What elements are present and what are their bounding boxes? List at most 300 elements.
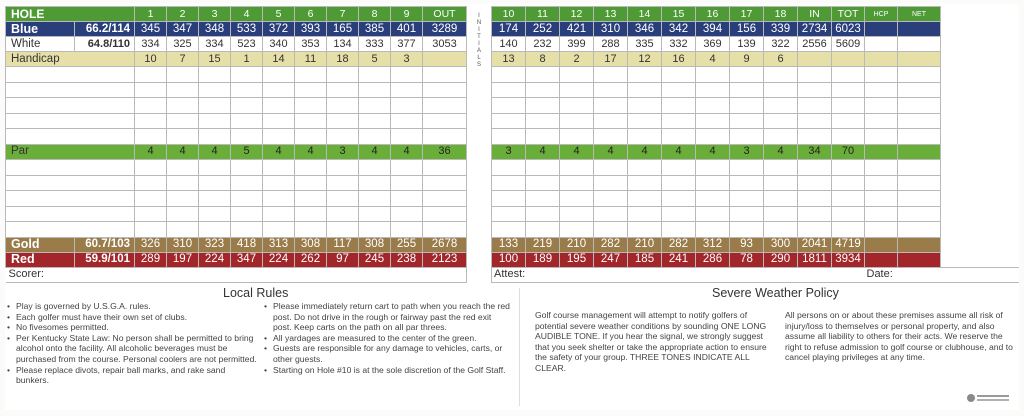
- score-cell: [865, 206, 898, 222]
- score-cell: [263, 175, 295, 191]
- tee-rating: 60.7/103: [75, 237, 135, 252]
- score-cell: [135, 113, 167, 129]
- hcp-cell: [865, 22, 898, 37]
- handicap-value: 1: [231, 52, 263, 67]
- initials-letter: S: [476, 61, 481, 68]
- score-cell: [526, 82, 560, 98]
- score-cell: [526, 113, 560, 129]
- score-cell: [898, 129, 941, 145]
- blank-cell: [865, 52, 898, 67]
- score-cell: [423, 175, 467, 191]
- handicap-value: 15: [199, 52, 231, 67]
- score-cell: [560, 129, 594, 145]
- par-value: 4: [594, 144, 628, 159]
- score-cell: [594, 222, 628, 238]
- score-cell: [231, 129, 263, 145]
- score-cell: [295, 175, 327, 191]
- score-cell: [135, 175, 167, 191]
- score-cell: [492, 67, 526, 83]
- score-cell: [832, 82, 865, 98]
- handicap-value: 3: [391, 52, 423, 67]
- handicap-value: 4: [696, 52, 730, 67]
- out-cell: [423, 52, 467, 67]
- hcp-cell: [865, 37, 898, 52]
- yardage: 369: [696, 37, 730, 52]
- par-value: 4: [391, 144, 423, 159]
- hole-number: 16: [696, 7, 730, 22]
- score-cell: [594, 191, 628, 207]
- yardage: 334: [135, 37, 167, 52]
- score-cell: [526, 222, 560, 238]
- score-cell: [730, 159, 764, 175]
- score-cell: [391, 175, 423, 191]
- par-value: 3: [730, 144, 764, 159]
- score-cell: [295, 129, 327, 145]
- score-cell: [764, 82, 798, 98]
- score-cell: [628, 206, 662, 222]
- hole-number: 15: [662, 7, 696, 22]
- tee-rating: 66.2/114: [75, 22, 135, 37]
- rule-item: • Guests are responsible for any damage to vehicles, carts, or other guests.: [264, 343, 510, 364]
- player-score-row: [6, 98, 1020, 114]
- score-cell: [662, 67, 696, 83]
- score-cell: [696, 222, 730, 238]
- par-row: [6, 144, 1020, 159]
- score-cell: [327, 222, 359, 238]
- score-cell: [898, 175, 941, 191]
- rule-item: • Please immediately return cart to path when you reach the red post. Do not drive in the rough or fairway past the red exit post. Keep carts on the path on all par threes.: [264, 301, 510, 333]
- score-cell: [865, 129, 898, 145]
- score-cell: [199, 98, 231, 114]
- hole-number: 10: [492, 7, 526, 22]
- score-cell: [327, 191, 359, 207]
- score-cell: [628, 82, 662, 98]
- yardage: 197: [167, 252, 199, 267]
- score-cell: [560, 206, 594, 222]
- yardage: 78: [730, 252, 764, 267]
- score-cell: [898, 206, 941, 222]
- yardage: 372: [263, 22, 295, 37]
- score-cell: [231, 113, 263, 129]
- score-cell: [628, 175, 662, 191]
- handicap-value: 18: [327, 52, 359, 67]
- score-cell: [327, 129, 359, 145]
- hole-number: 17: [730, 7, 764, 22]
- score-cell: [662, 222, 696, 238]
- score-cell: [764, 129, 798, 145]
- rule-item: • All yardages are measured to the center of the green.: [264, 333, 510, 344]
- yardage: 97: [327, 252, 359, 267]
- yardage: 377: [391, 37, 423, 52]
- yardage: 332: [662, 37, 696, 52]
- score-cell: [492, 98, 526, 114]
- tee-row-blue: [6, 22, 1020, 37]
- score-cell: [696, 113, 730, 129]
- score-cell: [764, 67, 798, 83]
- scorecard: [5, 4, 1019, 410]
- handicap-value: 14: [263, 52, 295, 67]
- score-cell: [832, 129, 865, 145]
- score-cell: [730, 175, 764, 191]
- score-cell: [492, 222, 526, 238]
- score-cell: [798, 175, 832, 191]
- par-value: 5: [231, 144, 263, 159]
- yardage: 195: [560, 252, 594, 267]
- score-cell: [135, 82, 167, 98]
- handicap-value: 6: [764, 52, 798, 67]
- score-cell: [199, 222, 231, 238]
- score-cell: [199, 129, 231, 145]
- score-cell: [359, 113, 391, 129]
- initials-letter: N: [476, 19, 482, 26]
- tee-name: Blue: [6, 22, 75, 37]
- yardage: 347: [167, 22, 199, 37]
- score-cell: [167, 206, 199, 222]
- initials-letter: A: [476, 47, 481, 54]
- signature-row: [6, 267, 1020, 282]
- score-cell: [199, 113, 231, 129]
- par-value: 4: [167, 144, 199, 159]
- score-cell: [662, 98, 696, 114]
- score-cell: [135, 67, 167, 83]
- hole-number: 8: [359, 7, 391, 22]
- player-score-row: [6, 159, 1020, 175]
- yardage: 252: [526, 22, 560, 37]
- par-value: 4: [764, 144, 798, 159]
- in-total: 2041: [798, 237, 832, 252]
- weather-policy-para2: All persons on or about these premises assume all risk of injury/loss to themselves or personal property, and also assume all liability to others for their acts. We reserve the right to refuse admission to golf course or clubhouse, and to cancel playing privileges at any time.: [785, 310, 1013, 363]
- yardage: 523: [231, 37, 263, 52]
- score-cell: [423, 129, 467, 145]
- out-header: OUT: [423, 7, 467, 22]
- yardage: 134: [327, 37, 359, 52]
- score-cell: [730, 113, 764, 129]
- hole-number: 13: [594, 7, 628, 22]
- score-cell: [696, 129, 730, 145]
- yardage: 323: [199, 237, 231, 252]
- local-rules-col1: [7, 301, 259, 386]
- player-score-row: [6, 175, 1020, 191]
- tee-row-white: [6, 37, 1020, 52]
- score-cell: [730, 82, 764, 98]
- yardage: 210: [628, 237, 662, 252]
- yardage: 210: [560, 237, 594, 252]
- par-value: 3: [327, 144, 359, 159]
- score-cell: [526, 129, 560, 145]
- score-cell: [263, 159, 295, 175]
- score-cell: [798, 82, 832, 98]
- yardage: 313: [263, 237, 295, 252]
- score-cell: [594, 159, 628, 175]
- score-cell: [423, 82, 467, 98]
- score-cell: [730, 67, 764, 83]
- score-cell: [167, 67, 199, 83]
- score-cell: [560, 175, 594, 191]
- score-cell: [594, 129, 628, 145]
- score-cell: [865, 67, 898, 83]
- par-value: 4: [295, 144, 327, 159]
- score-cell: [359, 129, 391, 145]
- yardage: 93: [730, 237, 764, 252]
- blank-cell: [865, 144, 898, 159]
- handicap-row: [6, 52, 1020, 67]
- score-cell: [662, 82, 696, 98]
- player-score-row: [6, 191, 1020, 207]
- score-cell: [327, 67, 359, 83]
- score-cell: [263, 222, 295, 238]
- player-name-cell: [6, 82, 135, 98]
- out-total: 3053: [423, 37, 467, 52]
- score-cell: [295, 98, 327, 114]
- par-value: 4: [628, 144, 662, 159]
- initials-letter: I: [478, 26, 480, 33]
- hole-number: 5: [263, 7, 295, 22]
- yardage: 282: [662, 237, 696, 252]
- score-cell: [492, 113, 526, 129]
- score-cell: [798, 191, 832, 207]
- grand-total: 5609: [832, 37, 865, 52]
- score-cell: [199, 159, 231, 175]
- yardage: 308: [295, 237, 327, 252]
- score-cell: [263, 67, 295, 83]
- score-cell: [628, 159, 662, 175]
- score-cell: [764, 191, 798, 207]
- score-cell: [423, 98, 467, 114]
- score-cell: [231, 67, 263, 83]
- score-cell: [391, 129, 423, 145]
- yardage: 401: [391, 22, 423, 37]
- score-cell: [167, 222, 199, 238]
- score-cell: [560, 113, 594, 129]
- player-score-row: [6, 129, 1020, 145]
- score-cell: [798, 67, 832, 83]
- par-value: 4: [135, 144, 167, 159]
- score-cell: [423, 191, 467, 207]
- score-cell: [696, 98, 730, 114]
- yardage: 308: [359, 237, 391, 252]
- score-cell: [231, 206, 263, 222]
- yardage: 346: [628, 22, 662, 37]
- yardage: 399: [560, 37, 594, 52]
- yardage: 156: [730, 22, 764, 37]
- initials-letter: L: [477, 54, 481, 61]
- score-cell: [492, 206, 526, 222]
- yardage: 418: [231, 237, 263, 252]
- yardage: 385: [359, 22, 391, 37]
- score-cell: [327, 82, 359, 98]
- score-cell: [898, 113, 941, 129]
- score-cell: [798, 222, 832, 238]
- player-name-cell: [6, 222, 135, 238]
- player-name-cell: [6, 206, 135, 222]
- score-cell: [359, 222, 391, 238]
- yardage: 262: [295, 252, 327, 267]
- hcp-header: HCP: [865, 7, 898, 22]
- score-cell: [730, 98, 764, 114]
- score-cell: [798, 113, 832, 129]
- score-cell: [832, 113, 865, 129]
- score-cell: [167, 129, 199, 145]
- score-cell: [327, 206, 359, 222]
- score-cell: [295, 206, 327, 222]
- score-cell: [391, 191, 423, 207]
- yardage: 325: [167, 37, 199, 52]
- score-cell: [696, 191, 730, 207]
- score-cell: [327, 159, 359, 175]
- net-cell: [898, 237, 941, 252]
- initials-column: [467, 7, 492, 283]
- out-total: 2123: [423, 252, 467, 267]
- score-cell: [423, 67, 467, 83]
- tee-rating: 59.9/101: [75, 252, 135, 267]
- handicap-value: 2: [560, 52, 594, 67]
- hole-number: 7: [327, 7, 359, 22]
- score-cell: [423, 113, 467, 129]
- score-cell: [263, 191, 295, 207]
- score-cell: [199, 82, 231, 98]
- yardage: 245: [359, 252, 391, 267]
- yardage: 339: [764, 22, 798, 37]
- par-value: 4: [560, 144, 594, 159]
- score-cell: [167, 82, 199, 98]
- hole-number: 2: [167, 7, 199, 22]
- yardage: 224: [199, 252, 231, 267]
- score-cell: [327, 113, 359, 129]
- yardage: 394: [696, 22, 730, 37]
- handicap-value: 11: [295, 52, 327, 67]
- score-cell: [662, 191, 696, 207]
- score-cell: [898, 191, 941, 207]
- score-cell: [263, 82, 295, 98]
- score-cell: [865, 159, 898, 175]
- score-cell: [327, 98, 359, 114]
- score-cell: [423, 222, 467, 238]
- player-name-cell: [6, 159, 135, 175]
- player-score-row: [6, 206, 1020, 222]
- yardage: 247: [594, 252, 628, 267]
- yardage: 340: [263, 37, 295, 52]
- yardage: 282: [594, 237, 628, 252]
- score-cell: [263, 206, 295, 222]
- score-cell: [167, 175, 199, 191]
- player-score-row: [6, 113, 1020, 129]
- handicap-value: 9: [730, 52, 764, 67]
- score-cell: [391, 113, 423, 129]
- score-cell: [295, 82, 327, 98]
- yardage: 421: [560, 22, 594, 37]
- score-cell: [798, 98, 832, 114]
- score-cell: [764, 113, 798, 129]
- score-cell: [832, 222, 865, 238]
- score-cell: [295, 222, 327, 238]
- yardage: 133: [492, 237, 526, 252]
- score-cell: [865, 82, 898, 98]
- yardage: 139: [730, 37, 764, 52]
- in-total: 1811: [798, 252, 832, 267]
- out-total: 3289: [423, 22, 467, 37]
- score-cell: [135, 222, 167, 238]
- score-cell: [359, 175, 391, 191]
- hole-number: 14: [628, 7, 662, 22]
- score-cell: [167, 159, 199, 175]
- score-cell: [628, 191, 662, 207]
- score-cell: [560, 67, 594, 83]
- score-cell: [295, 113, 327, 129]
- par-value: 3: [492, 144, 526, 159]
- score-cell: [526, 175, 560, 191]
- grand-total: 6023: [832, 22, 865, 37]
- yardage: 334: [199, 37, 231, 52]
- yardage: 165: [327, 22, 359, 37]
- yardage: 312: [696, 237, 730, 252]
- scorecard-table: [5, 6, 1019, 283]
- score-cell: [526, 206, 560, 222]
- score-cell: [730, 129, 764, 145]
- score-cell: [865, 175, 898, 191]
- score-cell: [263, 98, 295, 114]
- score-cell: [391, 82, 423, 98]
- yardage: 300: [764, 237, 798, 252]
- score-cell: [628, 113, 662, 129]
- player-name-cell: [6, 191, 135, 207]
- score-cell: [832, 159, 865, 175]
- score-cell: [359, 191, 391, 207]
- yardage: 255: [391, 237, 423, 252]
- tee-name: Red: [6, 252, 75, 267]
- handicap-value: 16: [662, 52, 696, 67]
- score-cell: [295, 67, 327, 83]
- handicap-value: 7: [167, 52, 199, 67]
- net-header: NET: [898, 7, 941, 22]
- yardage: 286: [696, 252, 730, 267]
- yardage: 333: [359, 37, 391, 52]
- score-cell: [526, 191, 560, 207]
- score-cell: [696, 67, 730, 83]
- rule-item: • Per Kentucky State Law: No person shall be permitted to bring alcohol onto the facility. All alcoholic beverages must be purchased from the course. Personal coolers are not permitted.: [7, 333, 259, 365]
- score-cell: [263, 113, 295, 129]
- yardage: 348: [199, 22, 231, 37]
- score-cell: [263, 129, 295, 145]
- score-cell: [628, 222, 662, 238]
- par-value: 4: [526, 144, 560, 159]
- yardage: 238: [391, 252, 423, 267]
- local-rules-col2: [264, 301, 510, 375]
- score-cell: [730, 222, 764, 238]
- score-cell: [359, 67, 391, 83]
- score-cell: [295, 191, 327, 207]
- score-cell: [898, 82, 941, 98]
- score-cell: [492, 129, 526, 145]
- yardage: 140: [492, 37, 526, 52]
- yardage: 241: [662, 252, 696, 267]
- rule-item: • Play is governed by U.S.G.A. rules.: [7, 301, 259, 312]
- yardage: 288: [594, 37, 628, 52]
- par-label: Par: [6, 144, 135, 159]
- score-cell: [832, 175, 865, 191]
- par-value: 4: [199, 144, 231, 159]
- score-cell: [199, 175, 231, 191]
- out-total: 2678: [423, 237, 467, 252]
- score-cell: [594, 175, 628, 191]
- par-value: 4: [359, 144, 391, 159]
- score-cell: [492, 191, 526, 207]
- score-cell: [231, 191, 263, 207]
- score-cell: [199, 206, 231, 222]
- score-cell: [764, 222, 798, 238]
- yardage: 290: [764, 252, 798, 267]
- yardage: 117: [327, 237, 359, 252]
- score-cell: [832, 191, 865, 207]
